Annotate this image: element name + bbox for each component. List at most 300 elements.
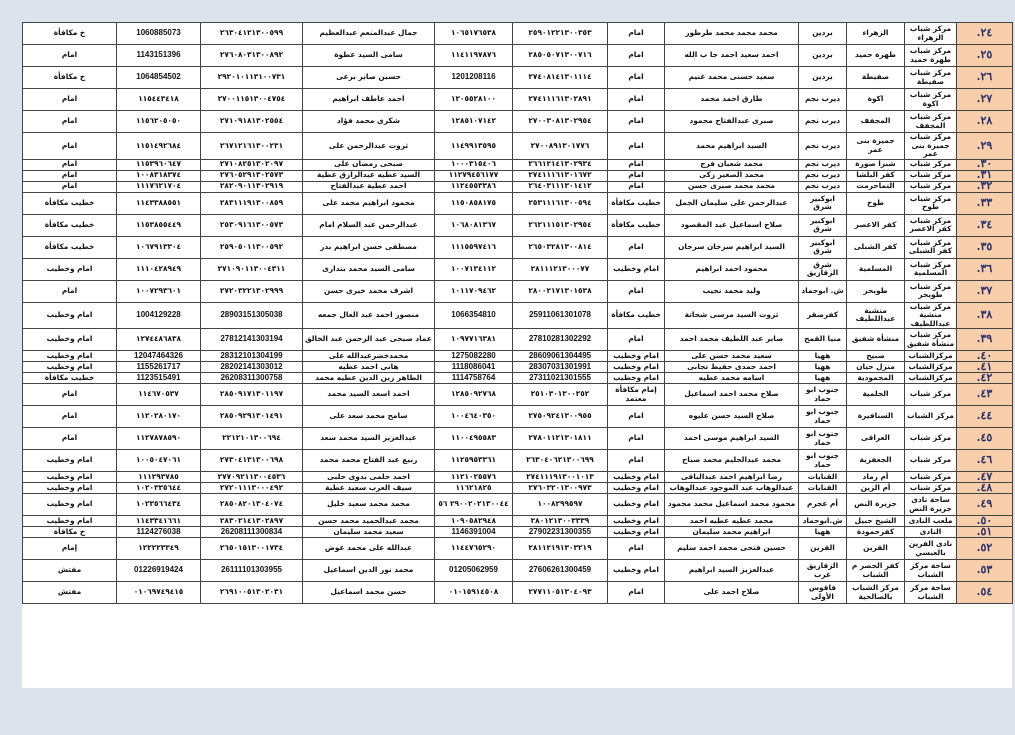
cell-area[interactable]: ابوكبير شرق	[799, 192, 847, 214]
cell-admin-national-id[interactable]: 1143151396	[117, 45, 201, 67]
cell-leader-name[interactable]: ثروت السيد مرسى شحاتة	[665, 302, 799, 329]
cell-admin-phone[interactable]: ٢٧٠٠١١٥١٣٠٠٤٧٥٤	[201, 89, 303, 111]
cell-leader-national-id[interactable]: ٢٦٢١١١٥١٣٠٢٩٥٤	[513, 214, 608, 236]
cell-admin-phone[interactable]: ٢٩٢٠١٠١١٣١٠٠٧٣١	[201, 67, 303, 89]
cell-leader-job[interactable]: امام وخطيب	[608, 516, 665, 527]
cell-area[interactable]: ش. ابوحماد	[799, 280, 847, 302]
cell-center[interactable]: مركز شباب	[905, 159, 957, 170]
cell-admin-national-id[interactable]: 1124276038	[117, 527, 201, 538]
cell-admin-national-id[interactable]: ١١١٢٩٣٧٨٥	[117, 472, 201, 483]
cell-admin-national-id[interactable]: ١١٥٤٤٣٤١٨	[117, 89, 201, 111]
cell-admin-national-id[interactable]: ١٢٧٤٤٨٦٨٣٨	[117, 329, 201, 351]
cell-admin-national-id[interactable]: ١٠٠٥٠٤٧٠٦١	[117, 450, 201, 472]
cell-leader-job[interactable]: امام	[608, 159, 665, 170]
cell-admin-national-id[interactable]: ١١٤٣٣٨٨٥٥١	[117, 192, 201, 214]
cell-area[interactable]: بردين	[799, 45, 847, 67]
cell-village[interactable]: التماحرمت	[847, 181, 905, 192]
cell-admin-name[interactable]: احمد حلمى بدوى حلبى	[303, 472, 435, 483]
cell-village[interactable]: الجعفرية	[847, 450, 905, 472]
cell-village[interactable]: طهرة حميد	[847, 45, 905, 67]
cell-leader-phone[interactable]: ١٢٨٥٠٩٢٧٦٨	[435, 384, 513, 406]
cell-leader-name[interactable]: سعيد محمد حسن على	[665, 351, 799, 362]
cell-leader-job[interactable]: خطيب مكافأة	[608, 192, 665, 214]
cell-admin-job[interactable]: خطيب مكافأة	[23, 214, 117, 236]
cell-admin-phone[interactable]: ٢٨٥٠٩٢٩١٣٠١٤٩١	[201, 406, 303, 428]
cell-admin-phone[interactable]: ٢٥٣٠٩١٦١٣٠٠٥٧٣	[201, 214, 303, 236]
cell-num[interactable]: ٤٨.	[957, 483, 1013, 494]
cell-leader-phone[interactable]: ١١٢٥٩٥٣٣٦١	[435, 450, 513, 472]
cell-area[interactable]: جنوب ابو حماد	[799, 450, 847, 472]
cell-leader-national-id[interactable]: 28307031301991	[513, 362, 608, 373]
cell-leader-name[interactable]: عبدالعزيز السيد ابراهيم	[665, 560, 799, 582]
cell-leader-name[interactable]: اسامه محمد عطيه	[665, 373, 799, 384]
cell-area[interactable]: ههيا	[799, 527, 847, 538]
cell-village[interactable]: أم رماد	[847, 472, 905, 483]
cell-num[interactable]: ٢٧.	[957, 89, 1013, 111]
cell-admin-job[interactable]: إمام	[23, 538, 117, 560]
cell-admin-phone[interactable]: 27812141303194	[201, 329, 303, 351]
cell-leader-job[interactable]: امام وخطيب	[608, 494, 665, 516]
cell-num[interactable]: ٣٨.	[957, 302, 1013, 329]
cell-admin-phone[interactable]: ٢٨٣١١١٩١٣٠٠٨٥٩	[201, 192, 303, 214]
cell-area[interactable]: الزقازيق غرب	[799, 560, 847, 582]
cell-center[interactable]: مركز شباب	[905, 483, 957, 494]
cell-admin-national-id[interactable]: 1155261717	[117, 362, 201, 373]
cell-leader-national-id[interactable]: ٢٧٤٠٨١٤١٣٠١١١٤	[513, 67, 608, 89]
cell-center[interactable]: مركز شباب	[905, 472, 957, 483]
cell-admin-national-id[interactable]: ٠١٠٦٩٧٤٩٤١٥	[117, 582, 201, 604]
cell-leader-job[interactable]: امام وخطيب	[608, 472, 665, 483]
cell-leader-national-id[interactable]: ٢٨١١٢١٩١٣٠٣٢١٩	[513, 538, 608, 560]
cell-admin-phone[interactable]: ٢٧٦٠٨٠٣١٣٠٠٨٩٢	[201, 45, 303, 67]
cell-admin-name[interactable]: ربيع عبد الفتاح محمد محمد	[303, 450, 435, 472]
cell-village[interactable]: كفر الحصر م الشباب	[847, 560, 905, 582]
cell-leader-name[interactable]: صلاح اسماعيل عبد المقصود	[665, 214, 799, 236]
cell-leader-national-id[interactable]: ٢٧٧١١٠٥١٣٠٤٠٩٣	[513, 582, 608, 604]
cell-area[interactable]: ديرب نجم	[799, 133, 847, 160]
cell-village[interactable]: شبرا صورة	[847, 159, 905, 170]
cell-village[interactable]: جزيرة النص	[847, 494, 905, 516]
cell-admin-name[interactable]: ثروت عبدالرحمن على	[303, 133, 435, 160]
cell-center[interactable]: مركز شباب	[905, 181, 957, 192]
cell-leader-national-id[interactable]: ٢٧٠٠٨٩١٣٠١٧٧٦	[513, 133, 608, 160]
cell-leader-national-id[interactable]: 27311021301555	[513, 373, 608, 384]
cell-admin-phone[interactable]: ٢٨٣٠٢١٤١٣٠٢٨٩٧	[201, 516, 303, 527]
cell-leader-name[interactable]: محمد عطيه عطيه احمد	[665, 516, 799, 527]
cell-area[interactable]: جنوب ابو حماد	[799, 428, 847, 450]
cell-num[interactable]: ٣٩.	[957, 329, 1013, 351]
cell-leader-national-id[interactable]: ٢٧٤١١١٦١٣٠١٦٧٢	[513, 170, 608, 181]
cell-village[interactable]: كفر البلشا	[847, 170, 905, 181]
cell-leader-national-id[interactable]: ٢٧٦٠٣٢٠١٣٠٠٩٧٣	[513, 483, 608, 494]
cell-leader-phone[interactable]: ١١١٥٥٩٧٤١٦	[435, 236, 513, 258]
cell-admin-job[interactable]: امام وخطيب	[23, 302, 117, 329]
cell-admin-name[interactable]: محمد محمد سعيد خليل	[303, 494, 435, 516]
cell-center[interactable]: ملعب النادى	[905, 516, 957, 527]
cell-leader-phone[interactable]: 1146391004	[435, 527, 513, 538]
cell-leader-national-id[interactable]: ٢٥١٠٣٠١٣٠٠٢٥٢	[513, 384, 608, 406]
cell-leader-name[interactable]: صلاح احمد على	[665, 582, 799, 604]
cell-admin-national-id[interactable]: ١٠٦٧٩١٣٣٠٤	[117, 236, 201, 258]
cell-num[interactable]: ٢٨.	[957, 111, 1013, 133]
cell-admin-national-id[interactable]: ١١٤٦٧٠٥٣٧	[117, 384, 201, 406]
cell-village[interactable]: منزل حيان	[847, 362, 905, 373]
cell-admin-job[interactable]: امام	[23, 170, 117, 181]
cell-area[interactable]: بردين	[799, 23, 847, 45]
cell-admin-job[interactable]: امام	[23, 280, 117, 302]
cell-admin-phone[interactable]: ٢٦٣٠٤١٢١٣٠٠٥٩٩	[201, 23, 303, 45]
cell-admin-national-id[interactable]: ١٠٢٠٣٣٥٦٤٤	[117, 483, 201, 494]
cell-center[interactable]: مركز شباب صفيطة	[905, 67, 957, 89]
cell-admin-name[interactable]: عبدالعزيز السيد محمد سعد	[303, 428, 435, 450]
cell-admin-job[interactable]: امام وخطيب	[23, 450, 117, 472]
cell-village[interactable]: القرين	[847, 538, 905, 560]
cell-admin-phone[interactable]: ٢٦٥٠١٥١٣٠٠١٧٣٤	[201, 538, 303, 560]
cell-leader-phone[interactable]: ١٠١١٧٠٩٤٦٢	[435, 280, 513, 302]
cell-leader-national-id[interactable]: ٢٦٤٠٣١١١٣٠١٤١٢	[513, 181, 608, 192]
cell-area[interactable]: القنايات	[799, 472, 847, 483]
cell-area[interactable]: منيا القمح	[799, 329, 847, 351]
cell-center[interactable]: مركز شباب المسلمية	[905, 258, 957, 280]
cell-admin-national-id[interactable]: 1060885073	[117, 23, 201, 45]
cell-admin-national-id[interactable]: 1123515491	[117, 373, 201, 384]
cell-leader-job[interactable]: امام	[608, 450, 665, 472]
cell-leader-job[interactable]: امام	[608, 89, 665, 111]
cell-admin-name[interactable]: حسين صابر برعى	[303, 67, 435, 89]
cell-admin-phone[interactable]: 26208111300834	[201, 527, 303, 538]
cell-center[interactable]: مركز شباب	[905, 384, 957, 406]
cell-leader-name[interactable]: صلاح محمد احمد اسماعيل	[665, 384, 799, 406]
cell-num[interactable]: ٣٠.	[957, 159, 1013, 170]
cell-admin-name[interactable]: سامى السيد عطوة	[303, 45, 435, 67]
cell-leader-job[interactable]: امام	[608, 45, 665, 67]
cell-leader-name[interactable]: السيد ابراهيم سرحان سرحان	[665, 236, 799, 258]
cell-admin-national-id[interactable]: 1004129228	[117, 302, 201, 329]
cell-leader-name[interactable]: محمد عبدالحليم محمد صباح	[665, 450, 799, 472]
cell-num[interactable]: ٤٢.	[957, 373, 1013, 384]
cell-leader-phone[interactable]: ١٢٠٥٥٢٨١٠٠	[435, 89, 513, 111]
cell-leader-job[interactable]: امام وخطيب	[608, 258, 665, 280]
cell-leader-national-id[interactable]: 27902231300355	[513, 527, 608, 538]
cell-leader-phone[interactable]: ١١٢٤٥٥٣٣٨٦	[435, 181, 513, 192]
cell-leader-phone[interactable]: ١١٠٠٤٩٥٥٨٣	[435, 428, 513, 450]
cell-admin-national-id[interactable]: ١١٥٦٢٠٥٠٥٠	[117, 111, 201, 133]
cell-admin-name[interactable]: الطاهر زين الدين عطيه محمد	[303, 373, 435, 384]
cell-leader-job[interactable]: امام	[608, 23, 665, 45]
cell-village[interactable]: طويحر	[847, 280, 905, 302]
cell-admin-job[interactable]: امام وخطيب	[23, 472, 117, 483]
cell-village[interactable]: اكوة	[847, 89, 905, 111]
cell-admin-name[interactable]: السيد عطيه عبدالرازق عطية	[303, 170, 435, 181]
cell-leader-job[interactable]: امام	[608, 406, 665, 428]
cell-leader-job[interactable]: امام وخطيب	[608, 373, 665, 384]
cell-area[interactable]: جنوب ابو حماد	[799, 406, 847, 428]
cell-admin-national-id[interactable]: 1064854502	[117, 67, 201, 89]
cell-leader-phone[interactable]: 01205062959	[435, 560, 513, 582]
cell-admin-name[interactable]: احمد اسعد السيد محمد	[303, 384, 435, 406]
cell-num[interactable]: ٣٥.	[957, 236, 1013, 258]
cell-admin-phone[interactable]: ٢٧١٠٩١٨١٣٠٢٥٥٤	[201, 111, 303, 133]
cell-center[interactable]: مركزالشباب	[905, 362, 957, 373]
cell-num[interactable]: ٤٩.	[957, 494, 1013, 516]
cell-leader-name[interactable]: محمد محمد صبرى حسن	[665, 181, 799, 192]
cell-admin-job[interactable]: خ مكافأة	[23, 527, 117, 538]
cell-leader-phone[interactable]: ١١٦٢١٨٢٥	[435, 483, 513, 494]
cell-num[interactable]: ٤٦.	[957, 450, 1013, 472]
cell-center[interactable]: مركز شباب جميزة بنى عمر	[905, 133, 957, 160]
cell-area[interactable]: ديرب نجم	[799, 181, 847, 192]
cell-village[interactable]: طوخ	[847, 192, 905, 214]
cell-village[interactable]: المجفف	[847, 111, 905, 133]
cell-village[interactable]: أم الزين	[847, 483, 905, 494]
cell-village[interactable]: العراقى	[847, 428, 905, 450]
cell-admin-job[interactable]: خ مكافأة	[23, 23, 117, 45]
cell-leader-phone[interactable]: ١١٤٤٧٦٥٢٩٠	[435, 538, 513, 560]
cell-admin-job[interactable]: مفتش	[23, 582, 117, 604]
cell-center[interactable]: مركز شباب طويحر	[905, 280, 957, 302]
cell-leader-phone[interactable]: 1066354810	[435, 302, 513, 329]
cell-area[interactable]: ههيا	[799, 362, 847, 373]
cell-admin-job[interactable]: امام	[23, 45, 117, 67]
cell-village[interactable]: منشأة شفيق	[847, 329, 905, 351]
cell-leader-national-id[interactable]: 27606261300459	[513, 560, 608, 582]
cell-leader-job[interactable]: امام	[608, 280, 665, 302]
cell-leader-phone[interactable]: 1275082280	[435, 351, 513, 362]
cell-village[interactable]: صفيطة	[847, 67, 905, 89]
cell-leader-national-id[interactable]: ١٠٠٨٢٩٩٥٩٧	[513, 494, 608, 516]
cell-admin-job[interactable]: امام وخطيب	[23, 516, 117, 527]
cell-leader-phone[interactable]: ١١٤١١٩٧٨٧٦	[435, 45, 513, 67]
cell-leader-national-id[interactable]: ٢٨١١١٢١٣٠٠٠٧٧	[513, 258, 608, 280]
cell-leader-job[interactable]: امام	[608, 133, 665, 160]
cell-leader-phone[interactable]: ١١٢٧٩٤٥٦١٧٧	[435, 170, 513, 181]
cell-leader-name[interactable]: محمود محمد اسماعيل محمد محمود	[665, 494, 799, 516]
cell-admin-name[interactable]: حسن محمد اسماعيل	[303, 582, 435, 604]
cell-admin-name[interactable]: عبدالله على محمد عوض	[303, 538, 435, 560]
cell-admin-name[interactable]: منصور احمد عبد العال جمعه	[303, 302, 435, 329]
cell-num[interactable]: ٤٤.	[957, 406, 1013, 428]
cell-area[interactable]: فاقوس الأولى	[799, 582, 847, 604]
cell-leader-national-id[interactable]: ٢٦٣٠٤٠٦٢١٣٠٠٦٩٩	[513, 450, 608, 472]
cell-village[interactable]: منشية عبداللطيف	[847, 302, 905, 329]
cell-admin-phone[interactable]: ٢٧٢٠١١١٣٠٠٠٤٩٢	[201, 483, 303, 494]
cell-admin-national-id[interactable]: ١١٤٣٣٤١٦٦١	[117, 516, 201, 527]
cell-admin-phone[interactable]: 28312101304199	[201, 351, 303, 362]
cell-admin-phone[interactable]: ٢٨٢٠٩٠١١٣٠٢٩١٩	[201, 181, 303, 192]
cell-leader-national-id[interactable]: ٢٧٠٠٣٠٨١٣٠٢٩٥٤	[513, 111, 608, 133]
cell-num[interactable]: ٢٦.	[957, 67, 1013, 89]
cell-leader-national-id[interactable]: ٢٦٦١٢١٤١٣٠٢٩٣٤	[513, 159, 608, 170]
cell-num[interactable]: ٤٣.	[957, 384, 1013, 406]
cell-center[interactable]: نادى القرين بالعبسي	[905, 538, 957, 560]
cell-leader-name[interactable]: سعيد حسنى محمد غنيم	[665, 67, 799, 89]
cell-admin-name[interactable]: محمد عبدالحميد محمد حسن	[303, 516, 435, 527]
cell-admin-name[interactable]: عبدالرحمن عبد السلام امام	[303, 214, 435, 236]
cell-admin-name[interactable]: محمدخضرعبدالله على	[303, 351, 435, 362]
cell-leader-phone[interactable]: 1114758764	[435, 373, 513, 384]
cell-admin-phone[interactable]: ٢٦٧١٢١٦١٣٠٠٢٣١	[201, 133, 303, 160]
cell-admin-job[interactable]: خطيب مكافأة	[23, 373, 117, 384]
cell-leader-phone[interactable]: ١٠٠٧١٣٤١١٢	[435, 258, 513, 280]
cell-center[interactable]: ساحة نادى جزيرة النص	[905, 494, 957, 516]
cell-leader-name[interactable]: حسين فتحى محمد احمد سليم	[665, 538, 799, 560]
cell-area[interactable]: شرق الزقازيق	[799, 258, 847, 280]
cell-num[interactable]: ٣١.	[957, 170, 1013, 181]
cell-center[interactable]: مركز شباب منشأة شفيق	[905, 329, 957, 351]
cell-center[interactable]: مركز شباب طهرة حميد	[905, 45, 957, 67]
cell-center[interactable]: مركز شباب	[905, 428, 957, 450]
cell-leader-job[interactable]: امام وخطيب	[608, 362, 665, 373]
cell-admin-job[interactable]: امام وخطيب	[23, 351, 117, 362]
cell-leader-job[interactable]: امام وخطيب	[608, 483, 665, 494]
cell-leader-job[interactable]: امام	[608, 582, 665, 604]
cell-center[interactable]: النادى	[905, 527, 957, 538]
cell-area[interactable]: ههيا	[799, 373, 847, 384]
cell-village[interactable]: صبيح	[847, 351, 905, 362]
cell-admin-name[interactable]: سامى السيد محمد بندارى	[303, 258, 435, 280]
cell-num[interactable]: ٢٥.	[957, 45, 1013, 67]
cell-admin-name[interactable]: محمود ابراهيم محمد على	[303, 192, 435, 214]
cell-leader-name[interactable]: ابراهيم محمد سليمان	[665, 527, 799, 538]
cell-admin-phone[interactable]: 26111101303955	[201, 560, 303, 582]
cell-num[interactable]: ٣٤.	[957, 214, 1013, 236]
cell-leader-name[interactable]: احمد حمدى حفيظ تجانى	[665, 362, 799, 373]
cell-admin-phone[interactable]: 28903151305038	[201, 302, 303, 329]
cell-num[interactable]: ٤٥.	[957, 428, 1013, 450]
cell-leader-national-id[interactable]: ٢٥٩٠١٢٢١٣٠٠٣٥٣	[513, 23, 608, 45]
cell-admin-name[interactable]: سعيد محمد سليمان	[303, 527, 435, 538]
cell-admin-name[interactable]: هانى احمد عطيه	[303, 362, 435, 373]
cell-admin-job[interactable]: مفتش	[23, 560, 117, 582]
cell-leader-phone[interactable]: ١١٤٩٩١٣٥٩٥	[435, 133, 513, 160]
cell-leader-name[interactable]: صبرى عبدالفتاح محمود	[665, 111, 799, 133]
cell-admin-job[interactable]: امام	[23, 89, 117, 111]
cell-admin-national-id[interactable]: 01226919424	[117, 560, 201, 582]
cell-area[interactable]: ديرب نجم	[799, 159, 847, 170]
cell-leader-phone[interactable]: ١٠٦٥١٧٦٥٣٨	[435, 23, 513, 45]
cell-village[interactable]: السنافيرة	[847, 406, 905, 428]
cell-area[interactable]: ابوكبير شرق	[799, 214, 847, 236]
cell-leader-phone[interactable]: ٢٩٠٠٢٠٢١٣٠٠٤٤ ٥٦	[435, 494, 513, 516]
cell-village[interactable]: الشيخ جبيل	[847, 516, 905, 527]
cell-leader-job[interactable]: امام وخطيب	[608, 560, 665, 582]
cell-admin-job[interactable]: خطيب مكافأة	[23, 236, 117, 258]
cell-admin-job[interactable]: امام وخطيب	[23, 329, 117, 351]
cell-center[interactable]: مركز شباب اكوة	[905, 89, 957, 111]
cell-admin-phone[interactable]: ٢٧١٠٨٢٥١٣٠٢٠٩٧	[201, 159, 303, 170]
cell-area[interactable]: ديرب نجم	[799, 111, 847, 133]
cell-num[interactable]: ٢٩.	[957, 133, 1013, 160]
cell-admin-phone[interactable]: ٢٨٥٠٩١٧١٣٠١١٩٧	[201, 384, 303, 406]
cell-num[interactable]: ٥١.	[957, 527, 1013, 538]
cell-leader-phone[interactable]: 1201208116	[435, 67, 513, 89]
cell-num[interactable]: ٥٣.	[957, 560, 1013, 582]
cell-admin-phone[interactable]: ٢٧٦٠٥٢٩١٣٠٢٥٧٣	[201, 170, 303, 181]
cell-leader-phone[interactable]: ١٠٦٨٠٨١٣٦٧	[435, 214, 513, 236]
cell-admin-job[interactable]: امام وخطيب	[23, 258, 117, 280]
cell-leader-name[interactable]: السيد ابراهيم محمد	[665, 133, 799, 160]
cell-center[interactable]: مركز شباب المجفف	[905, 111, 957, 133]
cell-admin-job[interactable]: امام وخطيب	[23, 483, 117, 494]
cell-admin-national-id[interactable]: ١١١٠٤٢٨٩٤٩	[117, 258, 201, 280]
cell-village[interactable]: جميزة بنى عمر	[847, 133, 905, 160]
cell-area[interactable]: كفرصقر	[799, 302, 847, 329]
cell-leader-name[interactable]: رضا ابراهيم احمد عبدالباقى	[665, 472, 799, 483]
cell-admin-name[interactable]: احمد عاطف ابراهيم	[303, 89, 435, 111]
cell-admin-phone[interactable]: ٢٧٢٠٣٢٢١٣٠٢٩٩٩	[201, 280, 303, 302]
cell-leader-phone[interactable]: ١٠٩٧٧١٦٣٨١	[435, 329, 513, 351]
cell-num[interactable]: ٤٠.	[957, 351, 1013, 362]
cell-admin-national-id[interactable]: 12047464326	[117, 351, 201, 362]
cell-leader-job[interactable]: امام	[608, 111, 665, 133]
cell-leader-national-id[interactable]: ٢٦٥٠٣٢٨١٣٠٠٨١٤	[513, 236, 608, 258]
cell-num[interactable]: ٥٤.	[957, 582, 1013, 604]
cell-area[interactable]: ابوكبير شرق	[799, 236, 847, 258]
cell-leader-national-id[interactable]: ٢٧٨٠١١٢١٣٠١٨١١	[513, 428, 608, 450]
cell-admin-job[interactable]: خ مكافأة	[23, 67, 117, 89]
cell-leader-name[interactable]: وليد محمد نجيب	[665, 280, 799, 302]
cell-num[interactable]: ٤٧.	[957, 472, 1013, 483]
cell-village[interactable]: مركز الشباب بالصالحية	[847, 582, 905, 604]
cell-admin-name[interactable]: صبحى رمضان على	[303, 159, 435, 170]
cell-leader-name[interactable]: محمد الصغير زكى	[665, 170, 799, 181]
cell-center[interactable]: مركز شباب	[905, 450, 957, 472]
cell-area[interactable]: بردين	[799, 67, 847, 89]
cell-num[interactable]: ٣٢.	[957, 181, 1013, 192]
cell-leader-name[interactable]: عبدالرحمن على سليمان الجمل	[665, 192, 799, 214]
cell-leader-name[interactable]: احمد سعيد احمد جا ب الله	[665, 45, 799, 67]
cell-leader-national-id[interactable]: 28609061304495	[513, 351, 608, 362]
cell-admin-phone[interactable]: ٢٧٧٠٩٢١١٣٠٠٤٥٣٦	[201, 472, 303, 483]
cell-num[interactable]: ٣٦.	[957, 258, 1013, 280]
cell-leader-phone[interactable]: ١٠٠٠٣١٥٤٠٦	[435, 159, 513, 170]
cell-leader-national-id[interactable]: 27810281302292	[513, 329, 608, 351]
cell-admin-name[interactable]: عماد صبحى عبد الرحمن عبد الخالق	[303, 329, 435, 351]
cell-leader-job[interactable]: امام	[608, 538, 665, 560]
cell-admin-job[interactable]: امام	[23, 181, 117, 192]
cell-admin-phone[interactable]: ٢٥٩٠٥٠١١٣٠٠٥٩٢	[201, 236, 303, 258]
cell-area[interactable]: جنوب ابو حماد	[799, 384, 847, 406]
cell-area[interactable]: القنايات	[799, 483, 847, 494]
cell-leader-phone[interactable]: ٠١٠١٥٩١٤٥٠٨	[435, 582, 513, 604]
cell-leader-job[interactable]: إمام مكافأة معتمد	[608, 384, 665, 406]
cell-admin-phone[interactable]: ٢٨٥٠٨٢٠١٣٠٤٠٧٤	[201, 494, 303, 516]
cell-admin-national-id[interactable]: ١١٥١٤٩٢٦٨٤	[117, 133, 201, 160]
cell-leader-name[interactable]: صابر عبد اللطيف محمد احمد	[665, 329, 799, 351]
cell-area[interactable]: ش.ابوحماد	[799, 516, 847, 527]
cell-admin-job[interactable]: امام	[23, 406, 117, 428]
cell-leader-national-id[interactable]: 25911061301078	[513, 302, 608, 329]
cell-leader-job[interactable]: امام	[608, 170, 665, 181]
cell-leader-national-id[interactable]: ٢٨٠٠٢١٧١٣٠١٥٣٨	[513, 280, 608, 302]
cell-leader-phone[interactable]: ١١٥٠٨٥٨١٧٥	[435, 192, 513, 214]
cell-center[interactable]: ساحة مركز الشباب	[905, 560, 957, 582]
cell-center[interactable]: مركز شباب	[905, 170, 957, 181]
cell-center[interactable]: مركزالشباب	[905, 373, 957, 384]
cell-admin-job[interactable]: امام وخطيب	[23, 494, 117, 516]
cell-admin-national-id[interactable]: ١٠٠٧٢٩٣٦٠١	[117, 280, 201, 302]
cell-leader-national-id[interactable]: ٢٥٣١١١٦١٣٠٠٥٩٤	[513, 192, 608, 214]
cell-area[interactable]: ههيا	[799, 351, 847, 362]
cell-admin-national-id[interactable]: ١١٢٧٨٧٨٥٩٠	[117, 428, 201, 450]
cell-leader-job[interactable]: امام وخطيب	[608, 527, 665, 538]
cell-leader-phone[interactable]: ١٠٠٤٦٤٠٣٥٠	[435, 406, 513, 428]
cell-center[interactable]: مركز شباب الزهراء	[905, 23, 957, 45]
cell-num[interactable]: ٢٤.	[957, 23, 1013, 45]
cell-leader-phone[interactable]: ١٢٨٥١٠٧١٤٢	[435, 111, 513, 133]
cell-leader-name[interactable]: طارق احمد محمد	[665, 89, 799, 111]
cell-area[interactable]: ديرب نجم	[799, 170, 847, 181]
